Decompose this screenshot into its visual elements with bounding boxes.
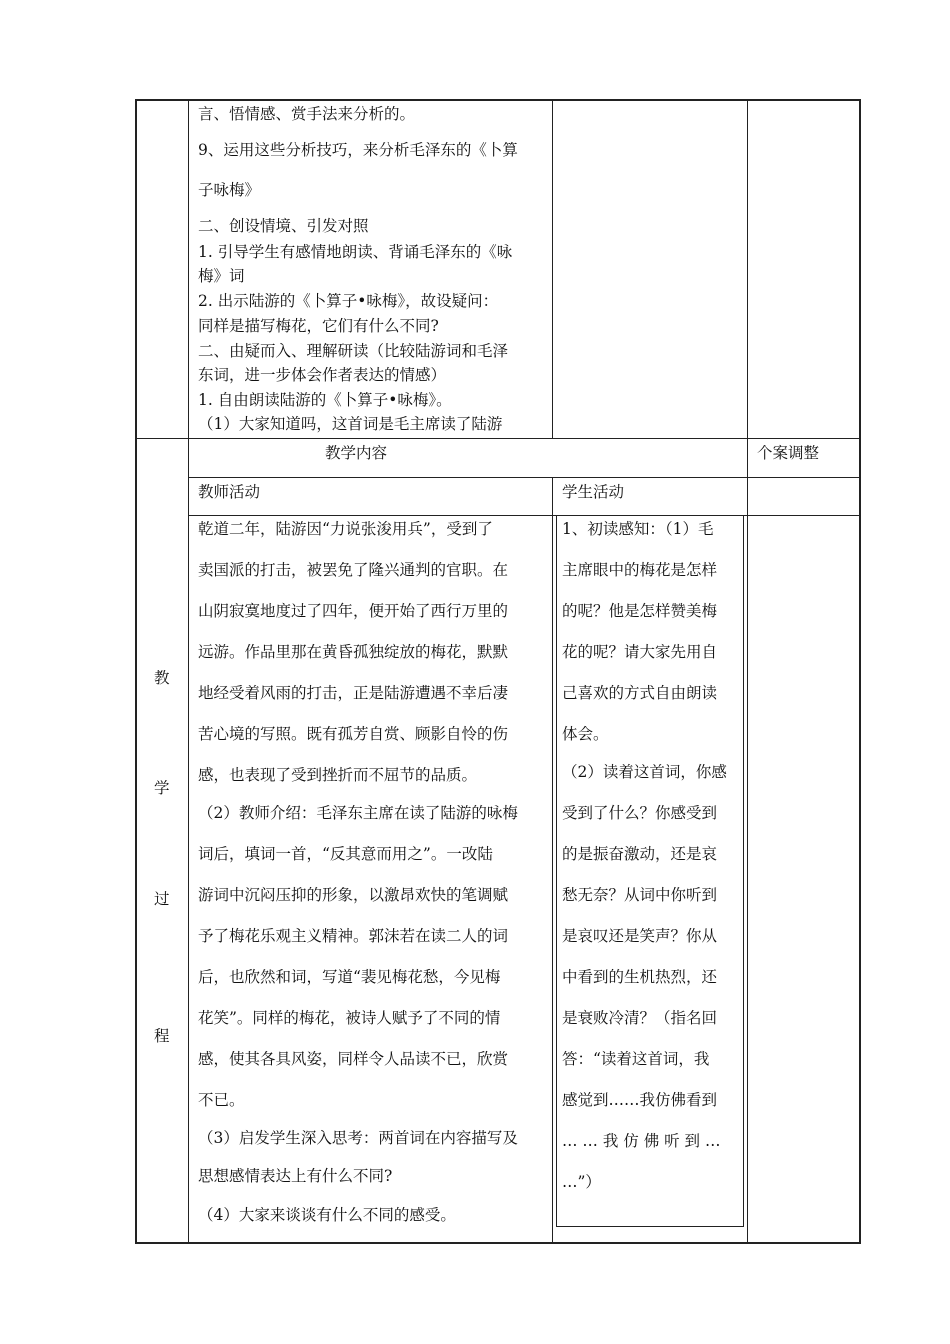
student-line: 愁无奈？从词中你听到 [562,886,718,904]
top-line: 二、创设情境、引发对照 [198,217,369,235]
table-row-line-3 [188,515,861,516]
teacher-line: 感，也表现了受到挫折而不屈节的品质。 [198,766,478,784]
student-box-left [556,515,557,1227]
side-label-char: 教 [154,669,170,687]
student-line: 花的呢？请大家先用自 [562,643,718,661]
table-row-line-2 [188,477,861,478]
top-line: 1. 自由朗读陆游的《卜算子•咏梅》。 [198,391,452,409]
header-case-adjust: 个案调整 [757,444,820,462]
header-teaching-content: 教学内容 [325,444,388,462]
student-line: 的呢？他是怎样赞美梅 [562,602,718,620]
student-line: 是衰败冷清？（指名回 [562,1009,718,1027]
student-line: 受到了什么？你感受到 [562,804,718,822]
student-line: 是哀叹还是笑声？你从 [562,927,718,945]
teacher-line: 游词中沉闷压抑的形象，以激昂欢快的笔调赋 [198,886,509,904]
student-line: 1、初读感知：（1）毛 [562,520,714,538]
top-line: 梅》词 [198,267,245,285]
student-box-bottom [556,1226,744,1227]
teacher-line: 卖国派的打击，被罢免了隆兴通判的官职。在 [198,561,509,579]
top-line: 二、由疑而入、理解研读（比较陆游词和毛泽 [198,342,509,360]
header-teacher-activity: 教师活动 [198,483,261,501]
side-label-char: 程 [154,1027,170,1045]
side-label-char: 学 [154,779,170,797]
teacher-line: 远游。作品里那在黄昏孤独绽放的梅花，默默 [198,643,509,661]
student-line: 己喜欢的方式自由朗读 [562,684,718,702]
teacher-line: （3）启发学生深入思考：两首词在内容描写及 [198,1129,518,1147]
teacher-line: （2）教师介绍：毛泽东主席在读了陆游的咏梅 [198,804,518,822]
student-line: 答：“读着这首词，我 [562,1050,710,1068]
student-line: 中看到的生机热烈，还 [562,968,718,986]
teacher-line: 乾道二年，陆游因“力说张浚用兵”，受到了 [198,520,493,538]
teacher-line: 思想感情表达上有什么不同? [198,1167,393,1185]
teacher-line: （4）大家来谈谈有什么不同的感受。 [198,1206,456,1224]
top-line: 言、悟情感、赏手法来分析的。 [198,105,416,123]
top-line: 同样是描写梅花，它们有什么不同? [198,317,439,335]
top-line: 东词，进一步体会作者表达的情感） [198,366,447,384]
teacher-line: 不已。 [198,1091,245,1109]
table-col-mid-bottom [552,477,553,1244]
table-border-bottom [135,1242,861,1244]
table-border-right [859,99,861,1244]
table-border-left [135,99,137,1244]
teacher-line: 山阴寂寞地度过了四年，便开始了西行万里的 [198,602,509,620]
table-row-line-1 [135,438,861,439]
student-line: （2）读着这首词，你感 [562,763,727,781]
table-col-adjust [747,99,748,1244]
side-label-char: 过 [154,890,170,908]
student-line: 的是振奋激动，还是哀 [562,845,718,863]
header-student-activity: 学生活动 [562,483,625,501]
teacher-line: 予了梅花乐观主义精神。郭沫若在读二人的词 [198,927,509,945]
table-border-top [135,99,861,101]
teacher-line: 后，也欣然和词，写道“裴见梅花愁，今见梅 [198,968,501,986]
teacher-line: 地经受着风雨的打击，正是陆游遭遇不幸后凄 [198,684,509,702]
top-line: 2. 出示陆游的《卜算子•咏梅》，故设疑问： [198,292,499,310]
table-col-side [188,99,189,1244]
student-box-right [743,515,744,1227]
student-line: …”） [562,1173,601,1191]
teacher-line: 词后，填词一首，“反其意而用之”。一改陆 [198,845,493,863]
teacher-line: 感，使其各具风姿，同样令人品读不已，欣赏 [198,1050,509,1068]
student-line: 感觉到……我仿佛看到 [562,1091,718,1109]
top-line: 1. 引导学生有感情地朗读、背诵毛泽东的《咏 [198,243,513,261]
top-line: 9、运用这些分析技巧，来分析毛泽东的《卜算 [198,141,518,159]
student-line: 体会。 [562,725,609,743]
table-col-mid-top [552,99,553,438]
teacher-line: 苦心境的写照。既有孤芳自赏、顾影自怜的伤 [198,725,509,743]
student-line: 主席眼中的梅花是怎样 [562,561,718,579]
top-line: （1）大家知道吗，这首词是毛主席读了陆游 [198,415,503,433]
teacher-line: 花笑”。同样的梅花，被诗人赋予了不同的情 [198,1009,501,1027]
student-line: … … 我 仿 佛 听 到 … [562,1132,721,1150]
top-line: 子咏梅》 [198,181,261,199]
